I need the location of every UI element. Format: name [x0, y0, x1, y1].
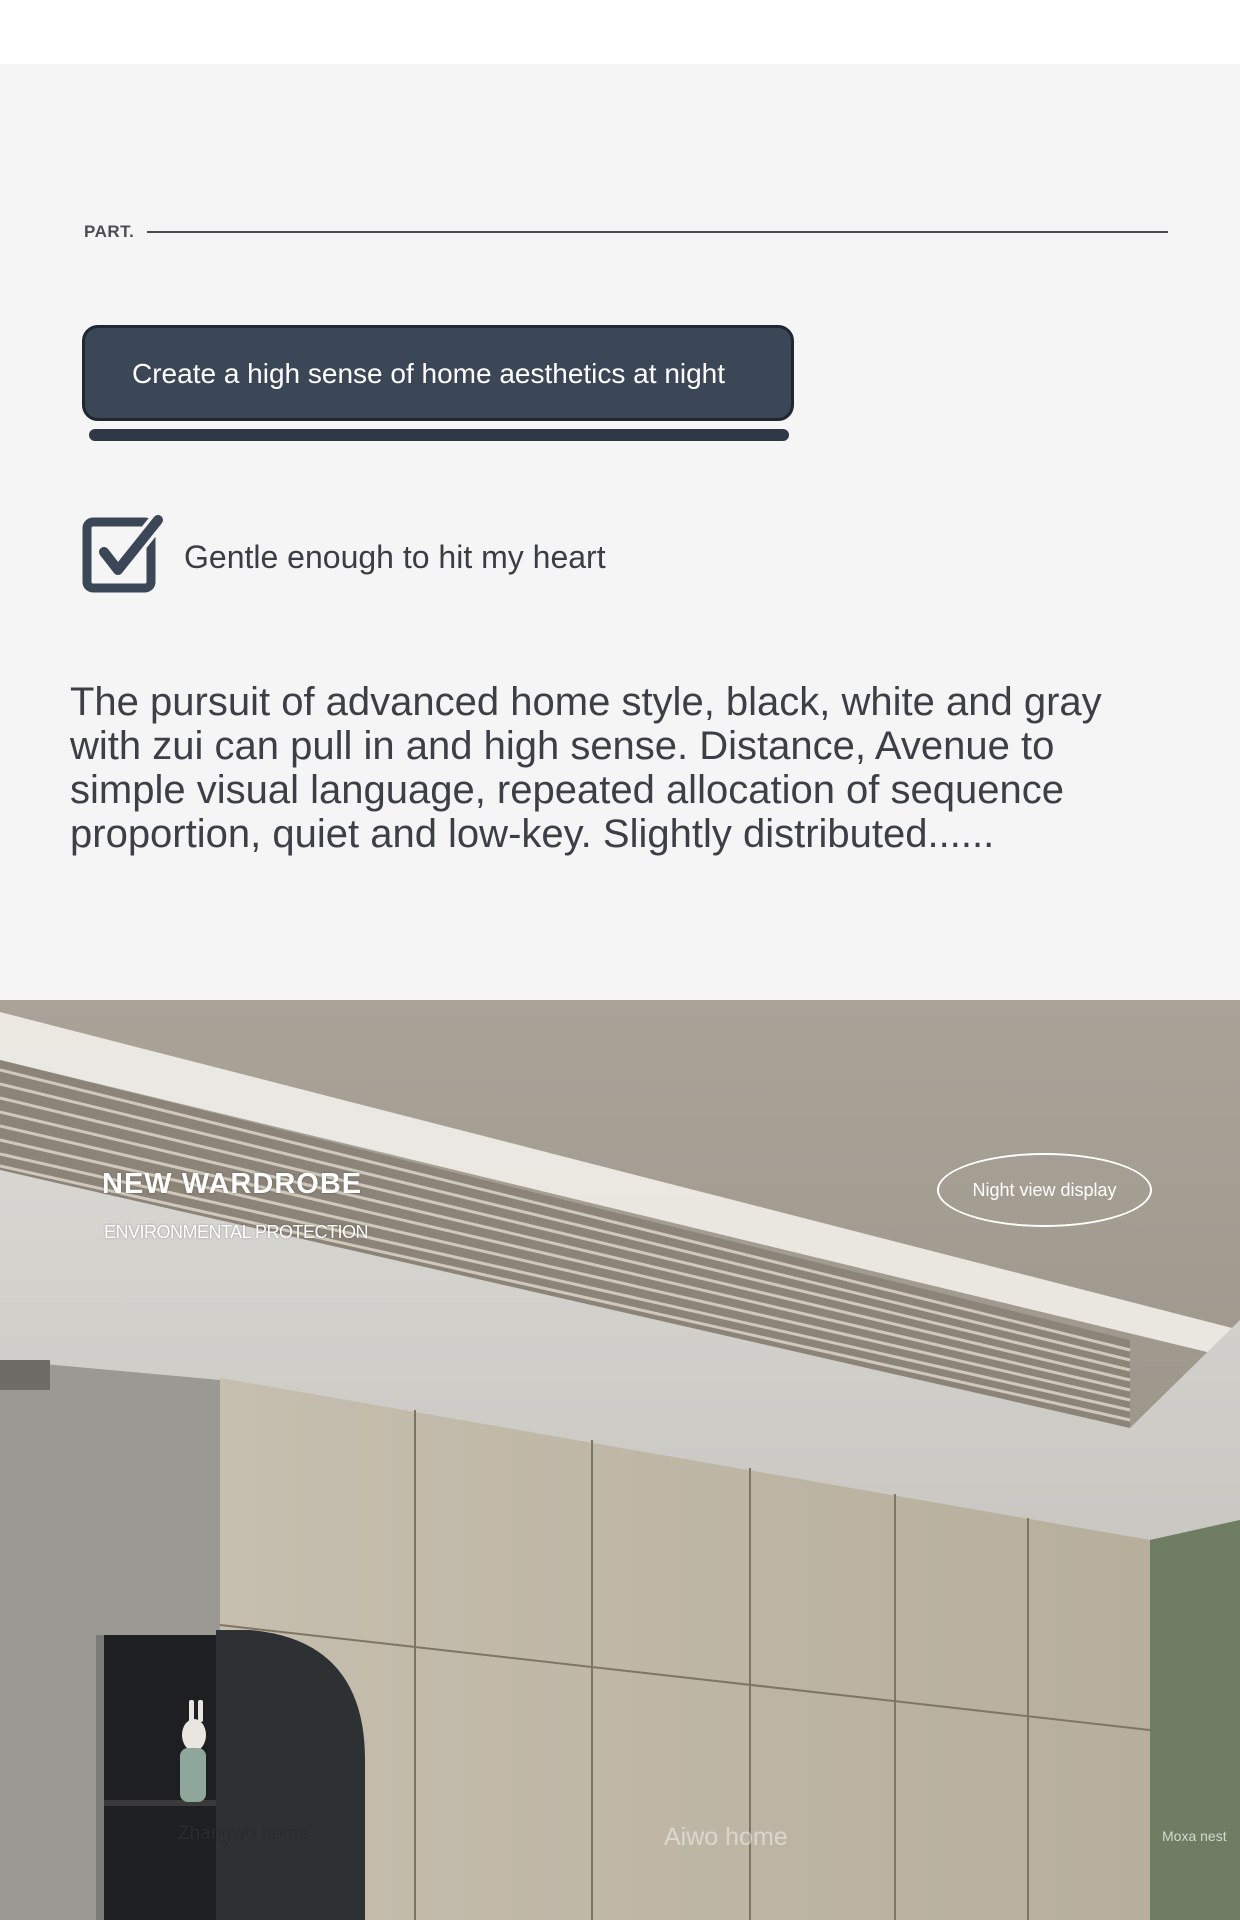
night-view-button[interactable]: Night view display — [937, 1153, 1152, 1227]
top-margin — [0, 0, 1240, 64]
part-divider — [147, 231, 1168, 233]
checkbox-checked-icon — [82, 512, 164, 594]
watermark-text: Zhangwo home — [178, 1823, 309, 1844]
headline-text: Create a high sense of home aesthetics at night — [132, 358, 726, 389]
wardrobe-photo — [0, 1000, 1240, 1920]
description-paragraph: The pursuit of advanced home style, black, white and gray with zui can pull in and high sense. Distance, Avenue to simple visual language, repeated allocation of sequence proportion, quiet and low-key. Slightly distributed...... — [70, 680, 1102, 856]
content-panel — [0, 64, 1240, 1000]
photo-title: NEW WARDROBE — [102, 1168, 363, 1200]
watermark-text: Aiwo home — [664, 1823, 788, 1851]
subtitle: Gentle enough to hit my heart — [184, 539, 606, 575]
part-label: PART. — [84, 222, 135, 241]
banner-underline-bar — [89, 429, 789, 441]
photo-subtitle: ENVIRONMENTAL PROTECTION — [104, 1222, 369, 1242]
watermark-text: Moxa nest — [1162, 1828, 1227, 1844]
headline-banner — [82, 325, 794, 421]
